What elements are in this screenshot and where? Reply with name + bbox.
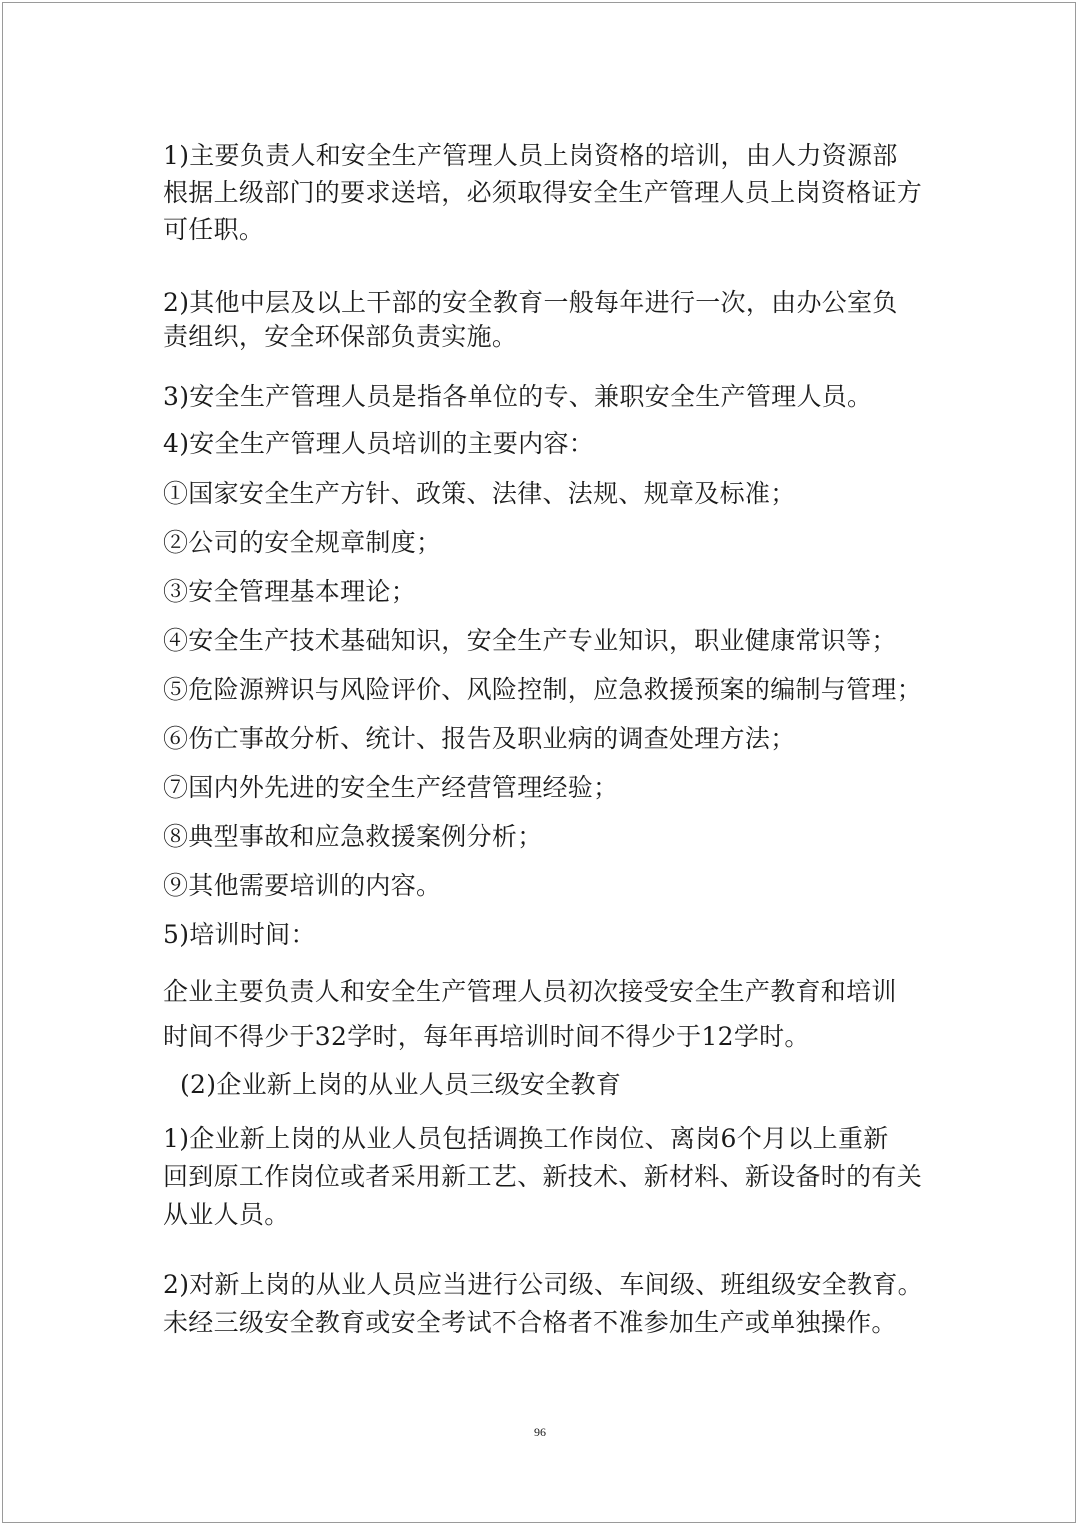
text-line: 5)培训时间： bbox=[163, 920, 316, 949]
text-line: 责组织，安全环保部负责实施。 bbox=[163, 322, 518, 351]
text-line: 1)主要负责人和安全生产管理人员上岗资格的培训，由人力资源部 bbox=[163, 141, 898, 170]
list-item: ②公司的安全规章制度； bbox=[163, 528, 442, 557]
list-item: ⑧典型事故和应急救援案例分析； bbox=[163, 822, 543, 851]
text-line: 根据上级部门的要求送培，必须取得安全生产管理人员上岗资格证方 bbox=[163, 178, 923, 207]
text-line: 企业主要负责人和安全生产管理人员初次接受安全生产教育和培训 bbox=[163, 977, 897, 1006]
text-line: 未经三级安全教育或安全考试不合格者不准参加生产或单独操作。 bbox=[163, 1308, 897, 1337]
list-item: ⑤危险源辨识与风险评价、风险控制，应急救援预案的编制与管理； bbox=[163, 675, 923, 704]
text-line: 2)对新上岗的从业人员应当进行公司级、车间级、班组级安全教育。 bbox=[163, 1270, 923, 1299]
list-item: ③安全管理基本理论； bbox=[163, 577, 417, 606]
text-line: 时间不得少于32学时，每年再培训时间不得少于12学时。 bbox=[163, 1022, 810, 1051]
list-item: ⑥伤亡事故分析、统计、报告及职业病的调查处理方法； bbox=[163, 724, 796, 753]
list-item: ①国家安全生产方针、政策、法律、法规、规章及标准； bbox=[163, 479, 796, 508]
text-line: 4)安全生产管理人员培训的主要内容： bbox=[163, 429, 595, 458]
text-line: 回到原工作岗位或者采用新工艺、新技术、新材料、新设备时的有关 bbox=[163, 1162, 923, 1191]
page-number: 96 bbox=[534, 1425, 546, 1439]
text-line: 3)安全生产管理人员是指各单位的专、兼职安全生产管理人员。 bbox=[163, 382, 873, 411]
section-heading: (2)企业新上岗的从业人员三级安全教育 bbox=[180, 1070, 622, 1099]
list-item: ⑨其他需要培训的内容。 bbox=[163, 871, 442, 900]
text-line: 可任职。 bbox=[163, 215, 265, 244]
list-item: ④安全生产技术基础知识，安全生产专业知识，职业健康常识等； bbox=[163, 626, 897, 655]
text-line: 1)企业新上岗的从业人员包括调换工作岗位、离岗6个月以上重新 bbox=[163, 1124, 889, 1153]
list-item: ⑦国内外先进的安全生产经营管理经验； bbox=[163, 773, 619, 802]
text-line: 从业人员。 bbox=[163, 1200, 290, 1229]
text-line: 2)其他中层及以上干部的安全教育一般每年进行一次，由办公室负 bbox=[163, 288, 898, 317]
